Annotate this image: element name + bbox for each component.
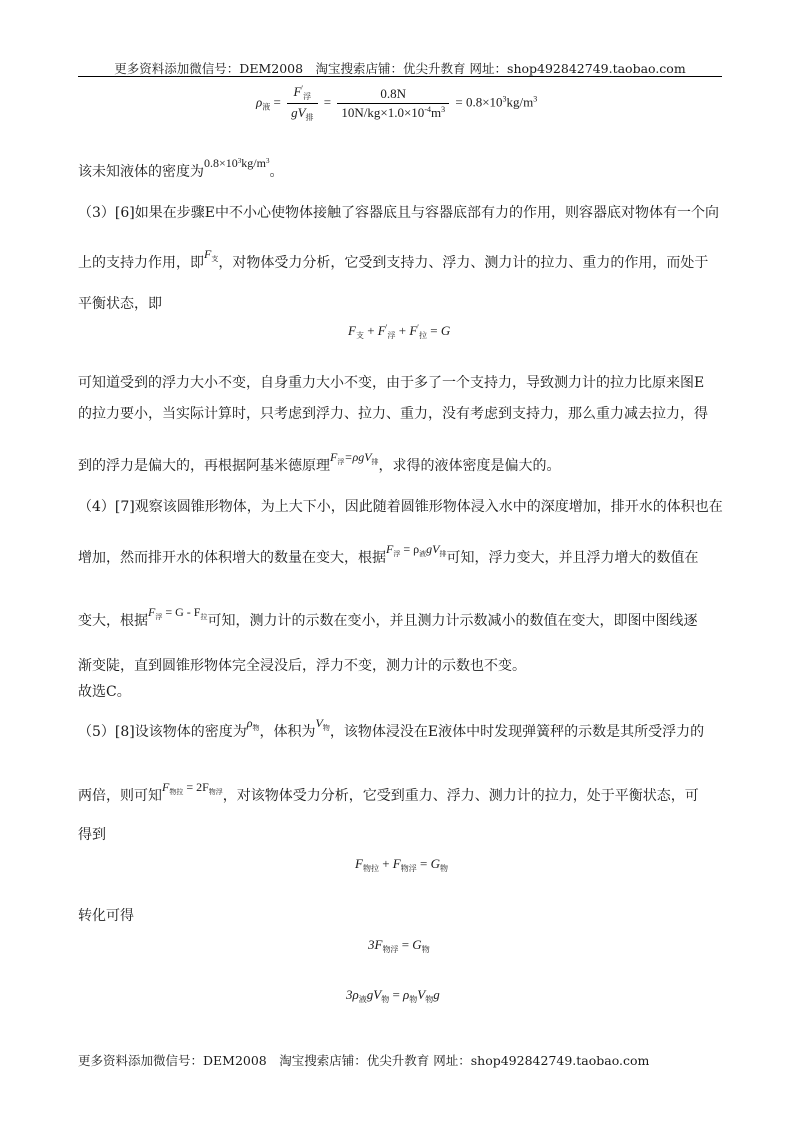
fraction-values: $\frac{0.8N}{10N/kg\times 1.0\times 10^{-4}m^3}$ <box>337 86 449 121</box>
part5-line4: 转化可得 <box>78 908 134 924</box>
formula-equilibrium: $F_{物拉} + F_{物浮} = G_物$ <box>355 856 448 873</box>
part3b-line1: 可知道受到的浮力大小不变，自身重力大小不变，由于多了一个支持力，导致测力计的拉力比原来图E <box>78 375 705 391</box>
page-footer: 更多资料添加微信号：DEM2008 淘宝搜索店铺：优尖升教育 网址：shop492842749.taobao.com <box>78 1053 650 1068</box>
part3b-line3: 到的浮力是偏大的，再根据阿基米德原理$F_浮=\rho gV_排$，求得的液体密度是偏大的。 <box>78 450 561 474</box>
paragraph-density-result: 该未知液体的密度为$0.8\times 10^3kg/m^3$。 <box>78 156 284 180</box>
header-rule <box>78 76 722 77</box>
part4-line3: 变大，根据$F_浮 = G - F_拉$可知，测力计的示数在变小，并且测力计示数减小的数值在变大，即图中图线逐 <box>78 605 698 629</box>
part4-line5: 故选C。 <box>78 684 131 700</box>
part5-line3: 得到 <box>78 827 106 843</box>
formula-transform: $3F_{物浮} = G_物$ <box>368 937 430 954</box>
formula-density-relation: $3\rho_液gV_物 = \rho_物V_物g$ <box>346 987 440 1004</box>
fraction-buoyancy: $\frac{F'_浮}{gV_排}$ <box>287 84 317 123</box>
formula-density: $\rho_液$ = $\frac{F'_浮}{gV_排}$ = $\frac{0.8N}{10N/kg\times 1.0\times 10^{-4}m^3}$ = $0.8\times 10^3kg/m^3$ <box>256 84 538 122</box>
part4-line1: （4）[7]观察该圆锥形物体，为上大下小，因此随着圆锥形物体浸入水中的深度增加，排开水的体积也在 <box>78 499 723 515</box>
part3b-line2: 的拉力要小，当实际计算时，只考虑到浮力、拉力、重力，没有考虑到支持力，那么重力减去拉力，得 <box>78 406 708 422</box>
formula-balance: $F_支 + F'_浮 + F'_拉 = G$ <box>348 323 451 340</box>
part5-line1: （5）[8]设该物体的密度为$\rho_物$，体积为$V_物$，该物体浸没在E液体中时发现弹簧秤的示数是其所受浮力的 <box>78 716 705 740</box>
part4-line2: 增加，然而排开水的体积增大的数量在变大，根据$F_浮 = \rho_液gV_排$可知，浮力变大，并且浮力增大的数值在 <box>78 542 699 566</box>
part3-line1: （3）[6]如果在步骤E中不小心使物体接触了容器底且与容器底部有力的作用，则容器底对物体有一个向 <box>78 205 719 221</box>
part5-line2: 两倍，则可知$F_{物拉} = 2F_{物浮}$，对该物体受力分析，它受到重力、浮力、测力计的拉力，处于平衡状态，可 <box>78 780 699 804</box>
part3-line2: 上的支持力作用，即$F_支$，对物体受力分析，它受到支持力、浮力、测力计的拉力、重力的作用，而处于 <box>78 247 709 271</box>
part4-line4: 渐变陡，直到圆锥形物体完全浸没后，浮力不变，测力计的示数也不变。 <box>78 658 526 674</box>
page-header: 更多资料添加微信号：DEM2008 淘宝搜索店铺：优尖升教育 网址：shop492842749.taobao.com <box>114 61 686 76</box>
part3-line3: 平衡状态，即 <box>78 296 162 312</box>
